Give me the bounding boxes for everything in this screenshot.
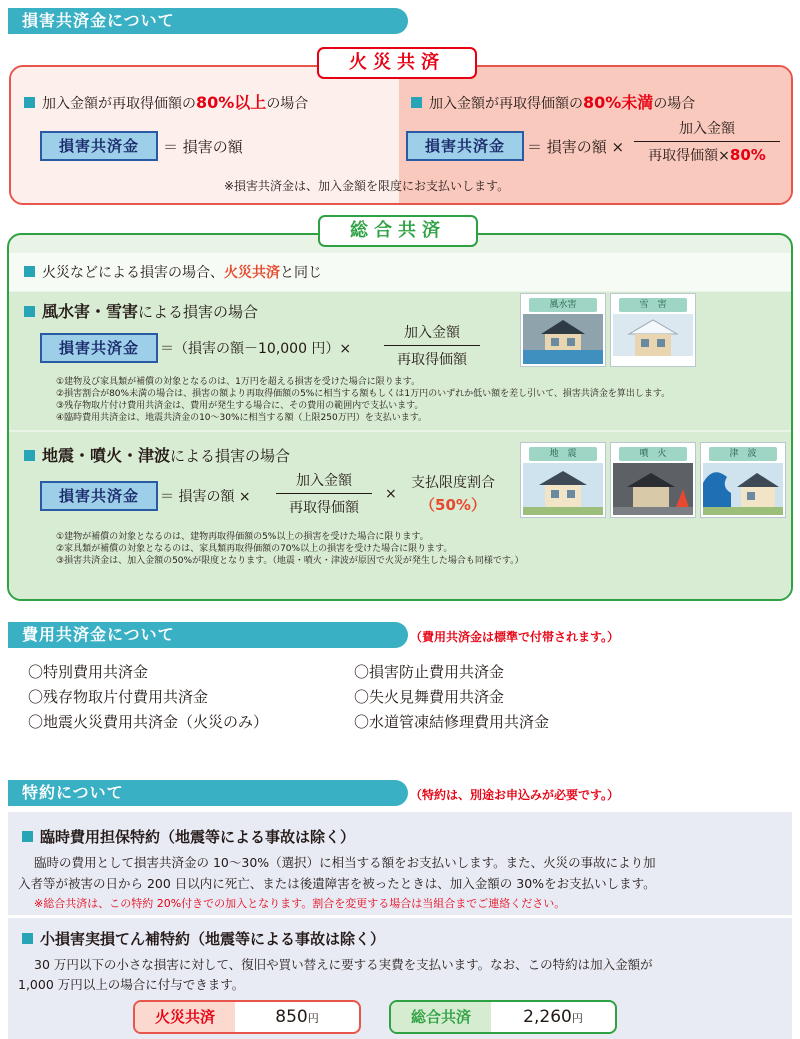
temp-rider-body-2: 入者等が被害の日から 200 日以内に死亡、または後遺障害を被ったときは、加入金額の 30%をお支払いします。 — [18, 876, 656, 891]
expense-section-title: 費用共済金について — [22, 625, 175, 644]
quake-fraction — [276, 470, 372, 517]
temp-rider-note: ※総合共済は、この特約 20%付きでの加入となります。割合を変更する場合は当組合までご連絡ください。 — [34, 897, 566, 910]
storm-heading: 風水害・雪害による損害の場合 — [24, 299, 258, 322]
quake-numerator: 加入金額 — [296, 473, 352, 489]
expense-note: （費用共済金は標準で付帯されます。） — [410, 630, 620, 644]
general-fire-heading: 火災などによる損害の場合、火災共済と同じ — [24, 262, 322, 282]
general-kyosai-title: 総合共済 — [318, 215, 478, 247]
storm-numerator: 加入金額 — [404, 325, 460, 341]
storm-payment-box: 損害共済金 — [40, 333, 158, 363]
storm-note-1: ①建物及び家具類が補償の対象となるのは、1万円を超える損害を受けた場合に限ります。 — [56, 377, 421, 387]
earthquake-house-image — [520, 442, 606, 518]
special-divider — [8, 915, 792, 918]
quake-note-2: ②家具類が補償の対象となるのは、家具類再取得価額の70%以上の損害を受けた場合に限ります。 — [56, 544, 453, 554]
quake-limit-label: 支払限度割合 — [411, 475, 495, 491]
small-rider-body-1: 30 万円以下の小さな損害に対して、復旧や買い替えに要する実費を支払います。なお、この特約は加入金額が — [34, 957, 653, 972]
quake-heading: 地震・噴火・津波による損害の場合 — [24, 443, 290, 466]
storm-note-2: ②損害割合が80%未満の場合は、損害の額より再取得価額の5%に相当する額もしくは1万円のいずれか低い額を差し引いて、損害共済金を算出します。 — [56, 389, 671, 399]
general-price-box — [389, 1000, 617, 1034]
fire-left-formula: ＝ 損害の額 — [163, 138, 243, 156]
expense-item-debris: 〇残存物取片付費用共済金 — [28, 688, 209, 706]
storm-note-4: ④臨時費用共済金は、地震共済金の10～30%に相当する額（上限250万円）を支払います。 — [56, 413, 427, 423]
fire-note: ※損害共済金は、加入金額を限度にお支払いします。 — [224, 179, 510, 193]
bullet-square-icon — [24, 450, 35, 461]
earthquake-image-tag: 地 震 — [529, 447, 597, 461]
bullet-square-icon — [411, 97, 422, 108]
quake-note-3: ③損害共済金は、加入金額の50%が限度となります。（地震・噴火・津波が原因で火災が発生した場合も同様です。） — [56, 556, 524, 566]
tsunami-house-icon — [701, 443, 785, 517]
damage-section-title: 損害共済金について — [22, 11, 175, 30]
fraction-line — [384, 345, 480, 346]
fire-left-payment-box: 損害共済金 — [40, 131, 158, 161]
snow-house-icon — [611, 294, 695, 366]
special-section-title: 特約について — [22, 783, 124, 802]
storm-fraction — [384, 322, 480, 369]
quake-limit-pct: （50%） — [420, 496, 486, 514]
bullet-square-icon — [24, 266, 35, 277]
eruption-house-image — [610, 442, 696, 518]
quake-note-1: ①建物が補償の対象となるのは、建物再取得価額の5%以上の損害を受けた場合に限ります。 — [56, 532, 429, 542]
fire-right-payment-box: 損害共済金 — [406, 131, 524, 161]
expense-item-pipe: 〇水道管凍結修理費用共済金 — [354, 713, 550, 731]
fire-price-value: 850円 — [275, 1007, 319, 1027]
flood-house-image — [520, 293, 606, 367]
expense-item-quake-fire: 〇地震火災費用共済金（火災のみ） — [28, 713, 269, 731]
flood-house-icon — [521, 294, 605, 366]
expense-item-sympathy: 〇失火見舞費用共済金 — [354, 688, 505, 706]
quake-formula: ＝ 損害の額 × — [160, 489, 251, 505]
temp-rider-title: 臨時費用担保特約（地震等による事故は除く） — [22, 826, 355, 847]
fire-denominator: 再取得価額×80% — [648, 146, 766, 164]
fire-kyosai-title: 火災共済 — [317, 47, 477, 79]
snow-house-image — [610, 293, 696, 367]
fraction-line — [276, 493, 372, 494]
eruption-image-tag: 噴 火 — [619, 447, 687, 461]
general-price-label: 総合共済 — [391, 1002, 491, 1032]
quake-limit — [405, 472, 501, 515]
general-price-value: 2,260円 — [523, 1007, 583, 1027]
expense-section-header — [8, 622, 408, 648]
eruption-house-icon — [611, 443, 695, 517]
bullet-square-icon — [22, 933, 33, 944]
bullet-square-icon — [22, 831, 33, 842]
special-note: （特約は、別途お申込みが必要です。） — [410, 788, 620, 802]
fraction-line — [634, 141, 780, 142]
fire-right-fraction — [634, 118, 780, 165]
quake-payment-box: 損害共済金 — [40, 481, 158, 511]
temp-rider-body-1: 臨時の費用として損害共済金の 10～30%（選択）に相当する額をお支払いします。また、火災の事故により加 — [34, 855, 656, 870]
expense-item-special: 〇特別費用共済金 — [28, 663, 149, 681]
fire-right-formula: ＝ 損害の額 × — [527, 138, 625, 156]
fire-left-heading: 加入金額が再取得価額の80%以上の場合 — [24, 90, 308, 113]
small-rider-title: 小損害実損てん補特約（地震等による事故は除く） — [22, 928, 385, 949]
small-rider-body-2: 1,000 万円以上の場合に付与できます。 — [18, 977, 245, 992]
special-section-header — [8, 780, 408, 806]
bullet-square-icon — [24, 306, 35, 317]
tsunami-image-tag: 津 波 — [709, 447, 777, 461]
fire-right-heading: 加入金額が再取得価額の80%未満の場合 — [411, 90, 695, 113]
fire-numerator: 加入金額 — [679, 121, 735, 137]
quake-denominator: 再取得価額 — [289, 500, 359, 516]
fire-price-box — [133, 1000, 361, 1034]
storm-note-3: ③残存物取片付け費用共済金は、費用が発生する場合に、その費用の範囲内で支払います。 — [56, 401, 424, 411]
earthquake-house-icon — [521, 443, 605, 517]
storm-denominator: 再取得価額 — [397, 352, 467, 368]
fire-price-label: 火災共済 — [135, 1002, 235, 1032]
bullet-square-icon — [24, 97, 35, 108]
storm-formula: ＝（損害の額－10,000 円）× — [160, 341, 352, 357]
tsunami-house-image — [700, 442, 786, 518]
quake-times: × — [385, 486, 397, 502]
snow-image-tag: 雪 害 — [619, 298, 687, 312]
flood-image-tag: 風水害 — [529, 298, 597, 312]
damage-section-header — [8, 8, 408, 34]
expense-item-prevention: 〇損害防止費用共済金 — [354, 663, 505, 681]
